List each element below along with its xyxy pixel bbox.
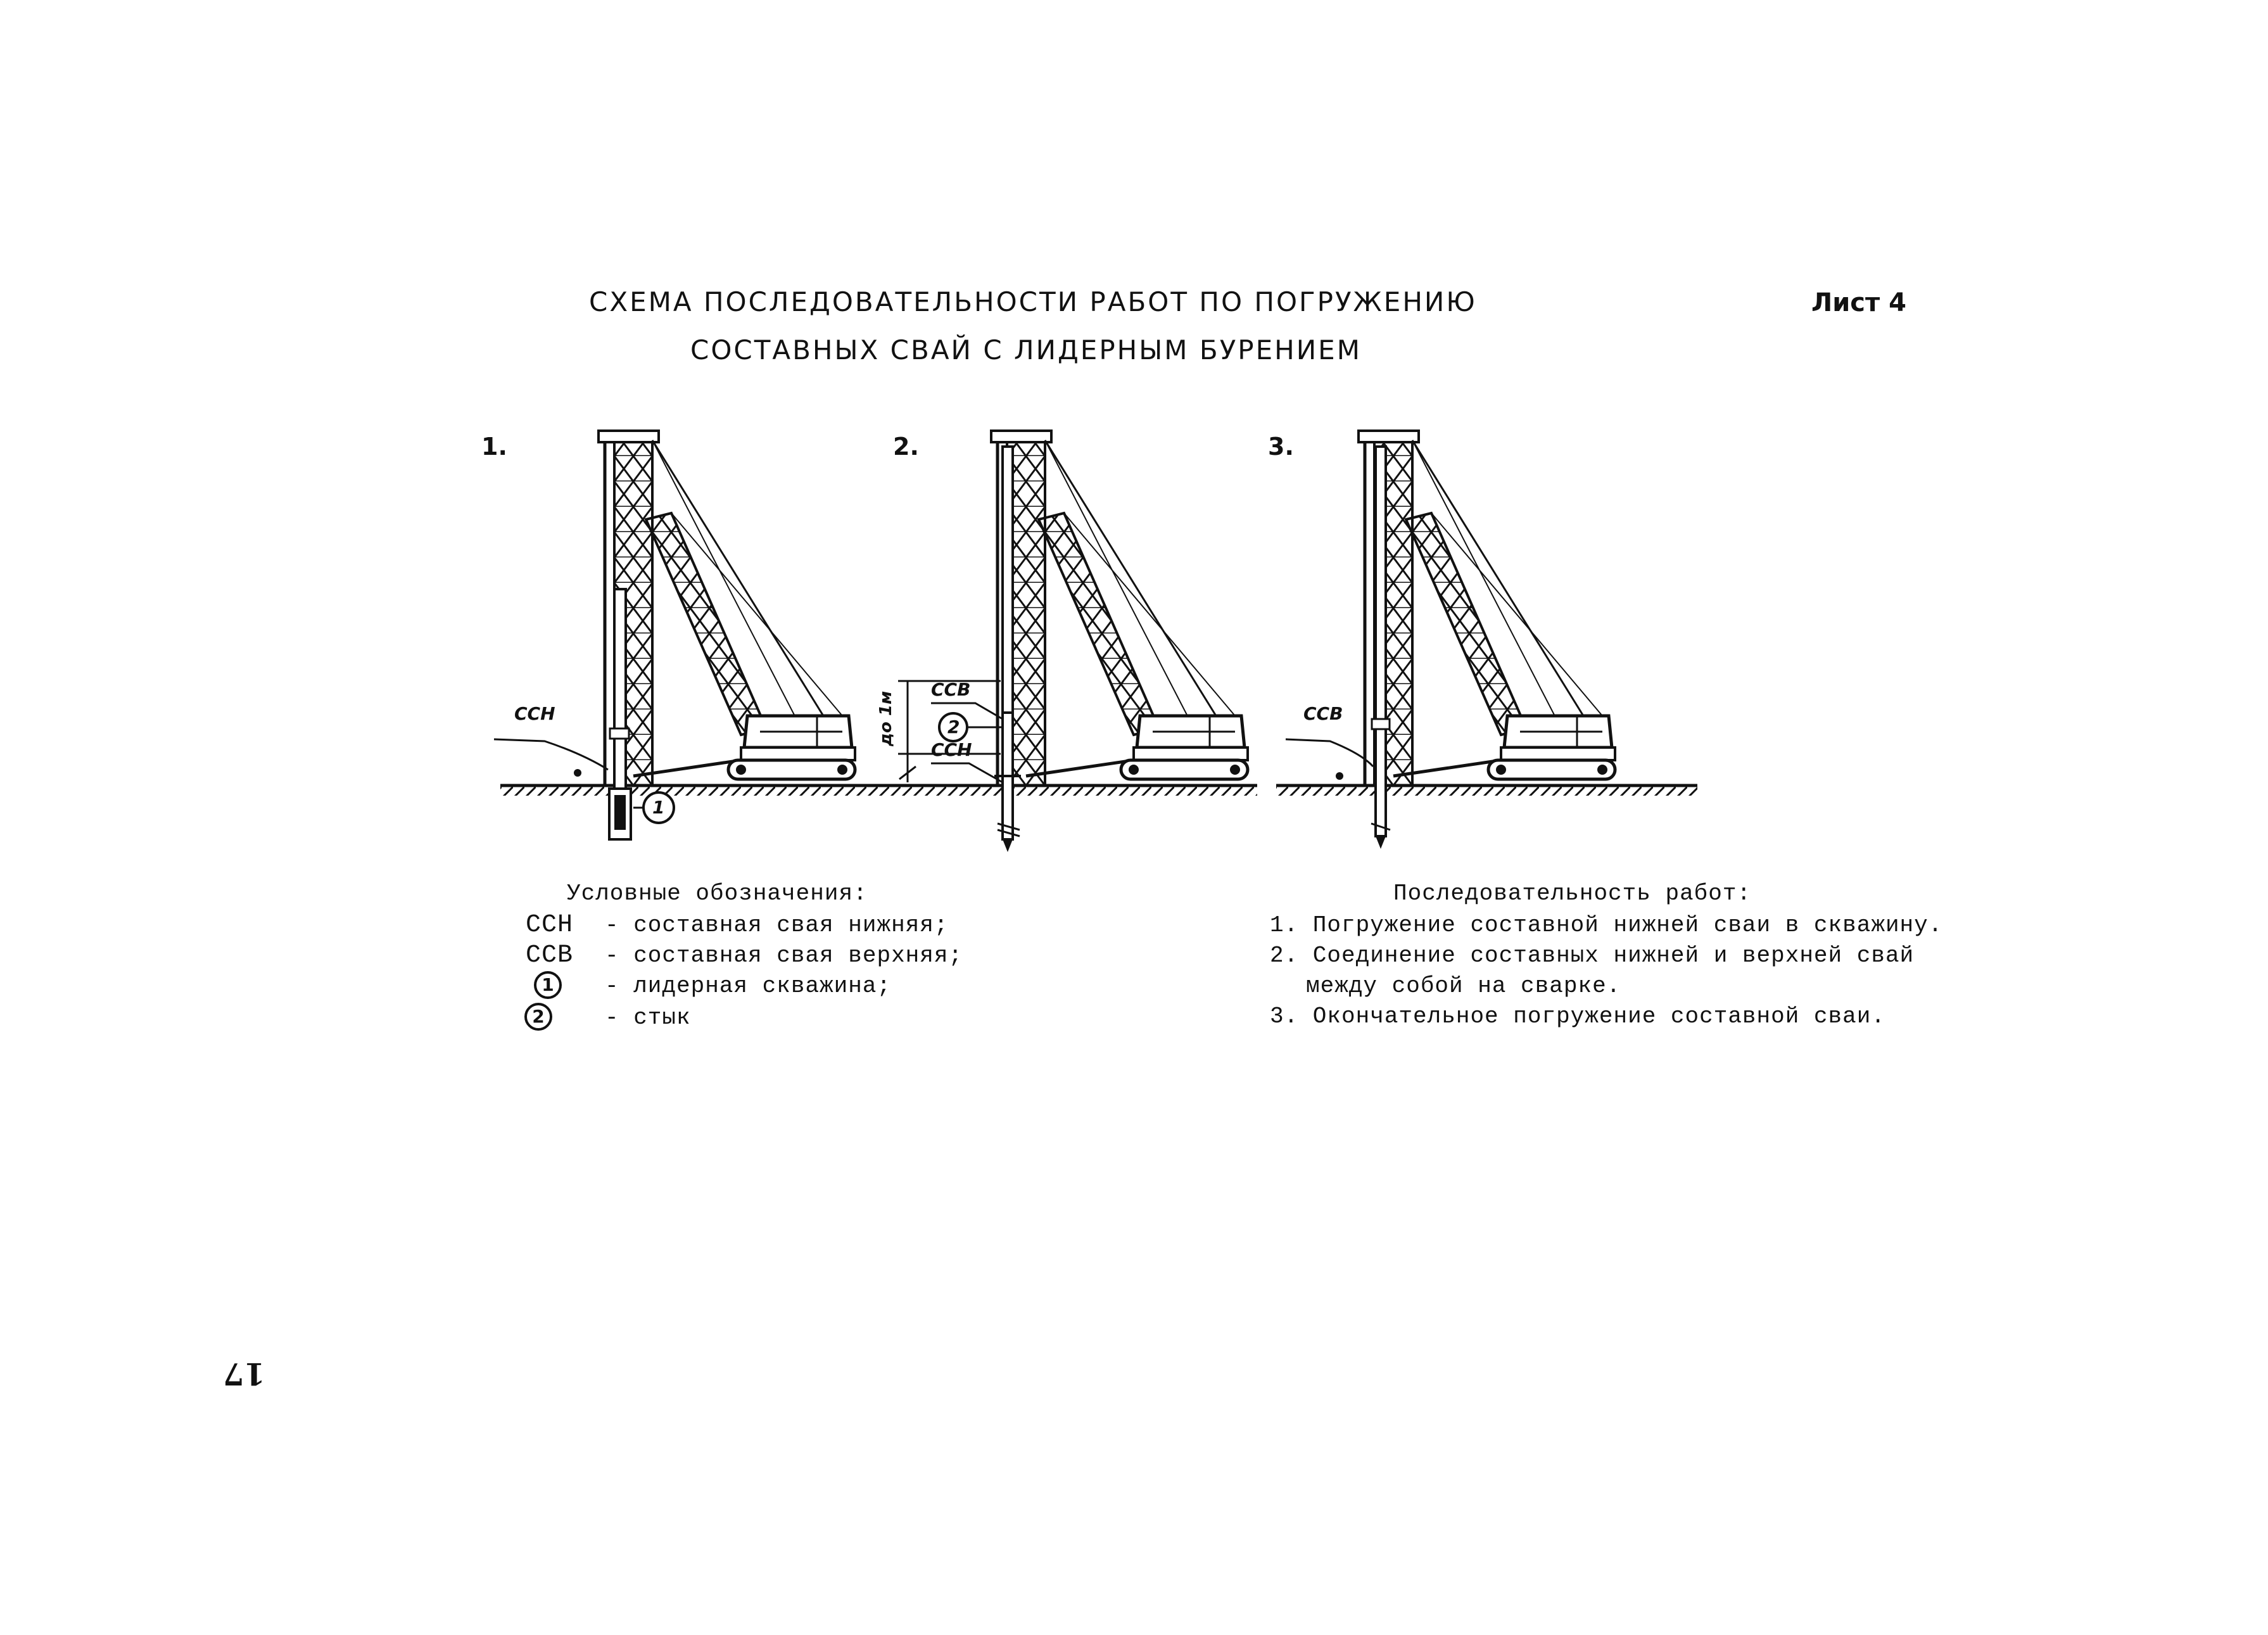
sequence-line-4: 3. Окончательное погружение составной сваи. [1270,1003,1885,1029]
sequence-line-3: между собой на сварке. [1306,973,1621,999]
stage-number-3: 3. [1268,433,1294,461]
sequence-heading: Последовательность работ: [1393,881,1752,907]
sequence-line-1: 1. Погружение составной нижней сваи в скважину. [1270,912,1943,938]
legend-symbol-ssn: ССН [526,911,574,939]
stage2-marker-number: 2 [947,716,960,737]
legend-symbol-joint: 2 [524,1003,552,1031]
sheet-label: Лист 4 [1811,288,1906,317]
legend-symbol-borehole: 1 [534,971,562,999]
stage2-upper-label: ССВ [931,679,971,700]
rig-stage-1 [494,431,855,839]
legend-symbol-ssv: ССВ [526,941,574,970]
sequence-line-2: 2. Соединение составных нижней и верхней свай [1270,943,1915,969]
stage-number-1: 1. [481,433,507,461]
stage3-pile-label: ССВ [1303,703,1343,724]
page-number: 17 [223,1356,265,1391]
stage2-dimension-label: до 1м [877,690,896,746]
stage2-lower-label: ССН [931,739,972,760]
stage1-pile-label: ССН [514,703,555,724]
stage-number-2: 2. [893,433,919,461]
ground-lines [500,786,1697,796]
legend-text-joint: - стык [605,1005,691,1031]
legend-text-ssv: - составная свая верхняя; [605,943,963,969]
title-line-1: СХЕМА ПОСЛЕДОВАТЕЛЬНОСТИ РАБОТ ПО ПОГРУЖЕНИЮ [589,286,1477,317]
stage1-marker-number: 1 [652,797,665,818]
legend-text-borehole: - лидерная скважина; [605,973,892,999]
legend-heading: Условные обозначения: [567,881,868,907]
legend-text-ssn: - составная свая нижняя; [605,912,949,938]
title-line-2: СОСТАВНЫХ СВАЙ С ЛИДЕРНЫМ БУРЕНИЕМ [690,334,1362,366]
